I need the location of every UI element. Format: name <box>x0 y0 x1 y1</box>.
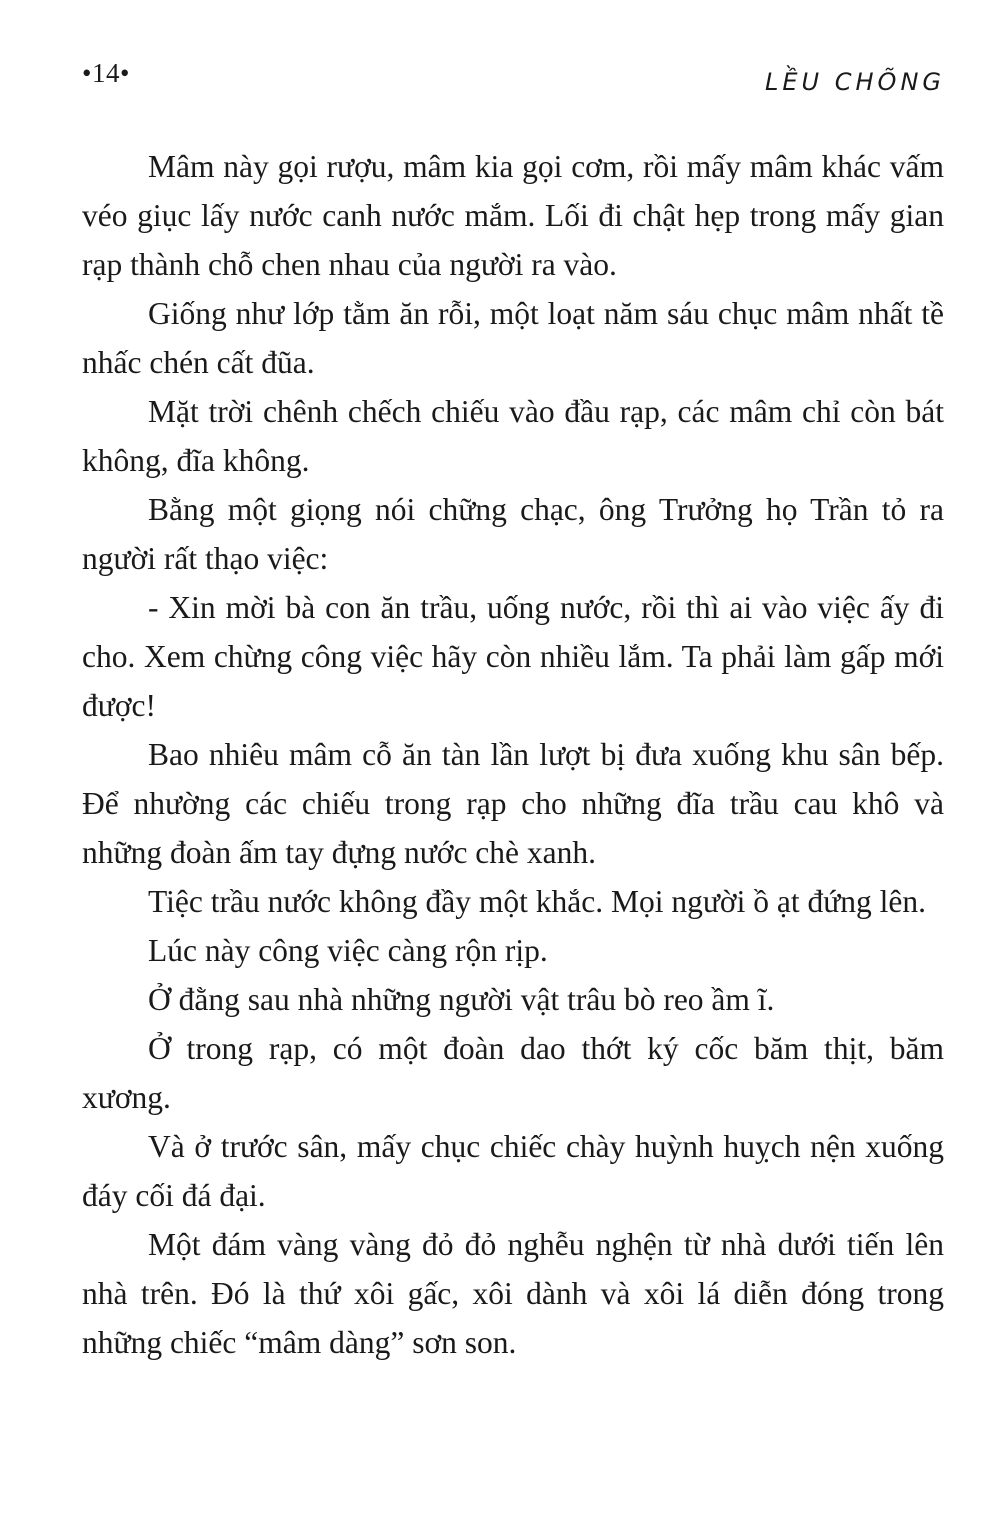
body-text <box>82 142 944 1367</box>
paragraph: Tiệc trầu nước không đầy một khắc. Mọi người ồ ạt đứng lên. <box>148 884 927 919</box>
paragraph: Và ở trước sân, mấy chục chiếc chày huỳnh huỵch nện xuống đáy cối đá đại. <box>82 1129 944 1213</box>
page-header <box>82 58 945 102</box>
paragraph: Bằng một giọng nói chững chạc, ông Trưởng họ Trần tỏ ra người rất thạo việc: <box>82 492 944 576</box>
paragraph: Một đám vàng vàng đỏ đỏ nghễu nghện từ nhà dưới tiến lên nhà trên. Đó là thứ xôi gấc, xôi dành và xôi lá diễn đóng trong những chiếc “mâm dàng” sơn son. <box>82 1227 944 1360</box>
paragraph: Giống như lớp tằm ăn rỗi, một loạt năm sáu chục mâm nhất tề nhấc chén cất đũa. <box>82 296 944 380</box>
running-title: LỀU CHÕNG <box>765 68 945 96</box>
paragraph: Ở trong rạp, có một đoàn dao thớt ký cốc băm thịt, băm xương. <box>82 1031 944 1115</box>
paragraph: Bao nhiêu mâm cỗ ăn tàn lần lượt bị đưa xuống khu sân bếp. Để nhường các chiếu trong rạp cho những đĩa trầu cau khô và những đoàn ấm tay đựng nước chè xanh. <box>82 737 944 870</box>
paragraph: - Xin mời bà con ăn trầu, uống nước, rồi thì ai vào việc ấy đi cho. Xem chừng công việc hãy còn nhiều lắm. Ta phải làm gấp mới được! <box>82 590 944 723</box>
paragraph: Lúc này công việc càng rộn rịp. <box>148 933 548 968</box>
paragraph: Ở đằng sau nhà những người vật trâu bò reo ầm ĩ. <box>148 982 775 1017</box>
paragraph: Mặt trời chênh chếch chiếu vào đầu rạp, các mâm chỉ còn bát không, đĩa không. <box>82 394 944 478</box>
page-number: •14• <box>82 58 130 88</box>
paragraph: Mâm này gọi rượu, mâm kia gọi cơm, rồi mấy mâm khác vấm véo giục lấy nước canh nước mắm. Lối đi chật hẹp trong mấy gian rạp thành chỗ chen nhau của người ra vào. <box>82 149 944 282</box>
